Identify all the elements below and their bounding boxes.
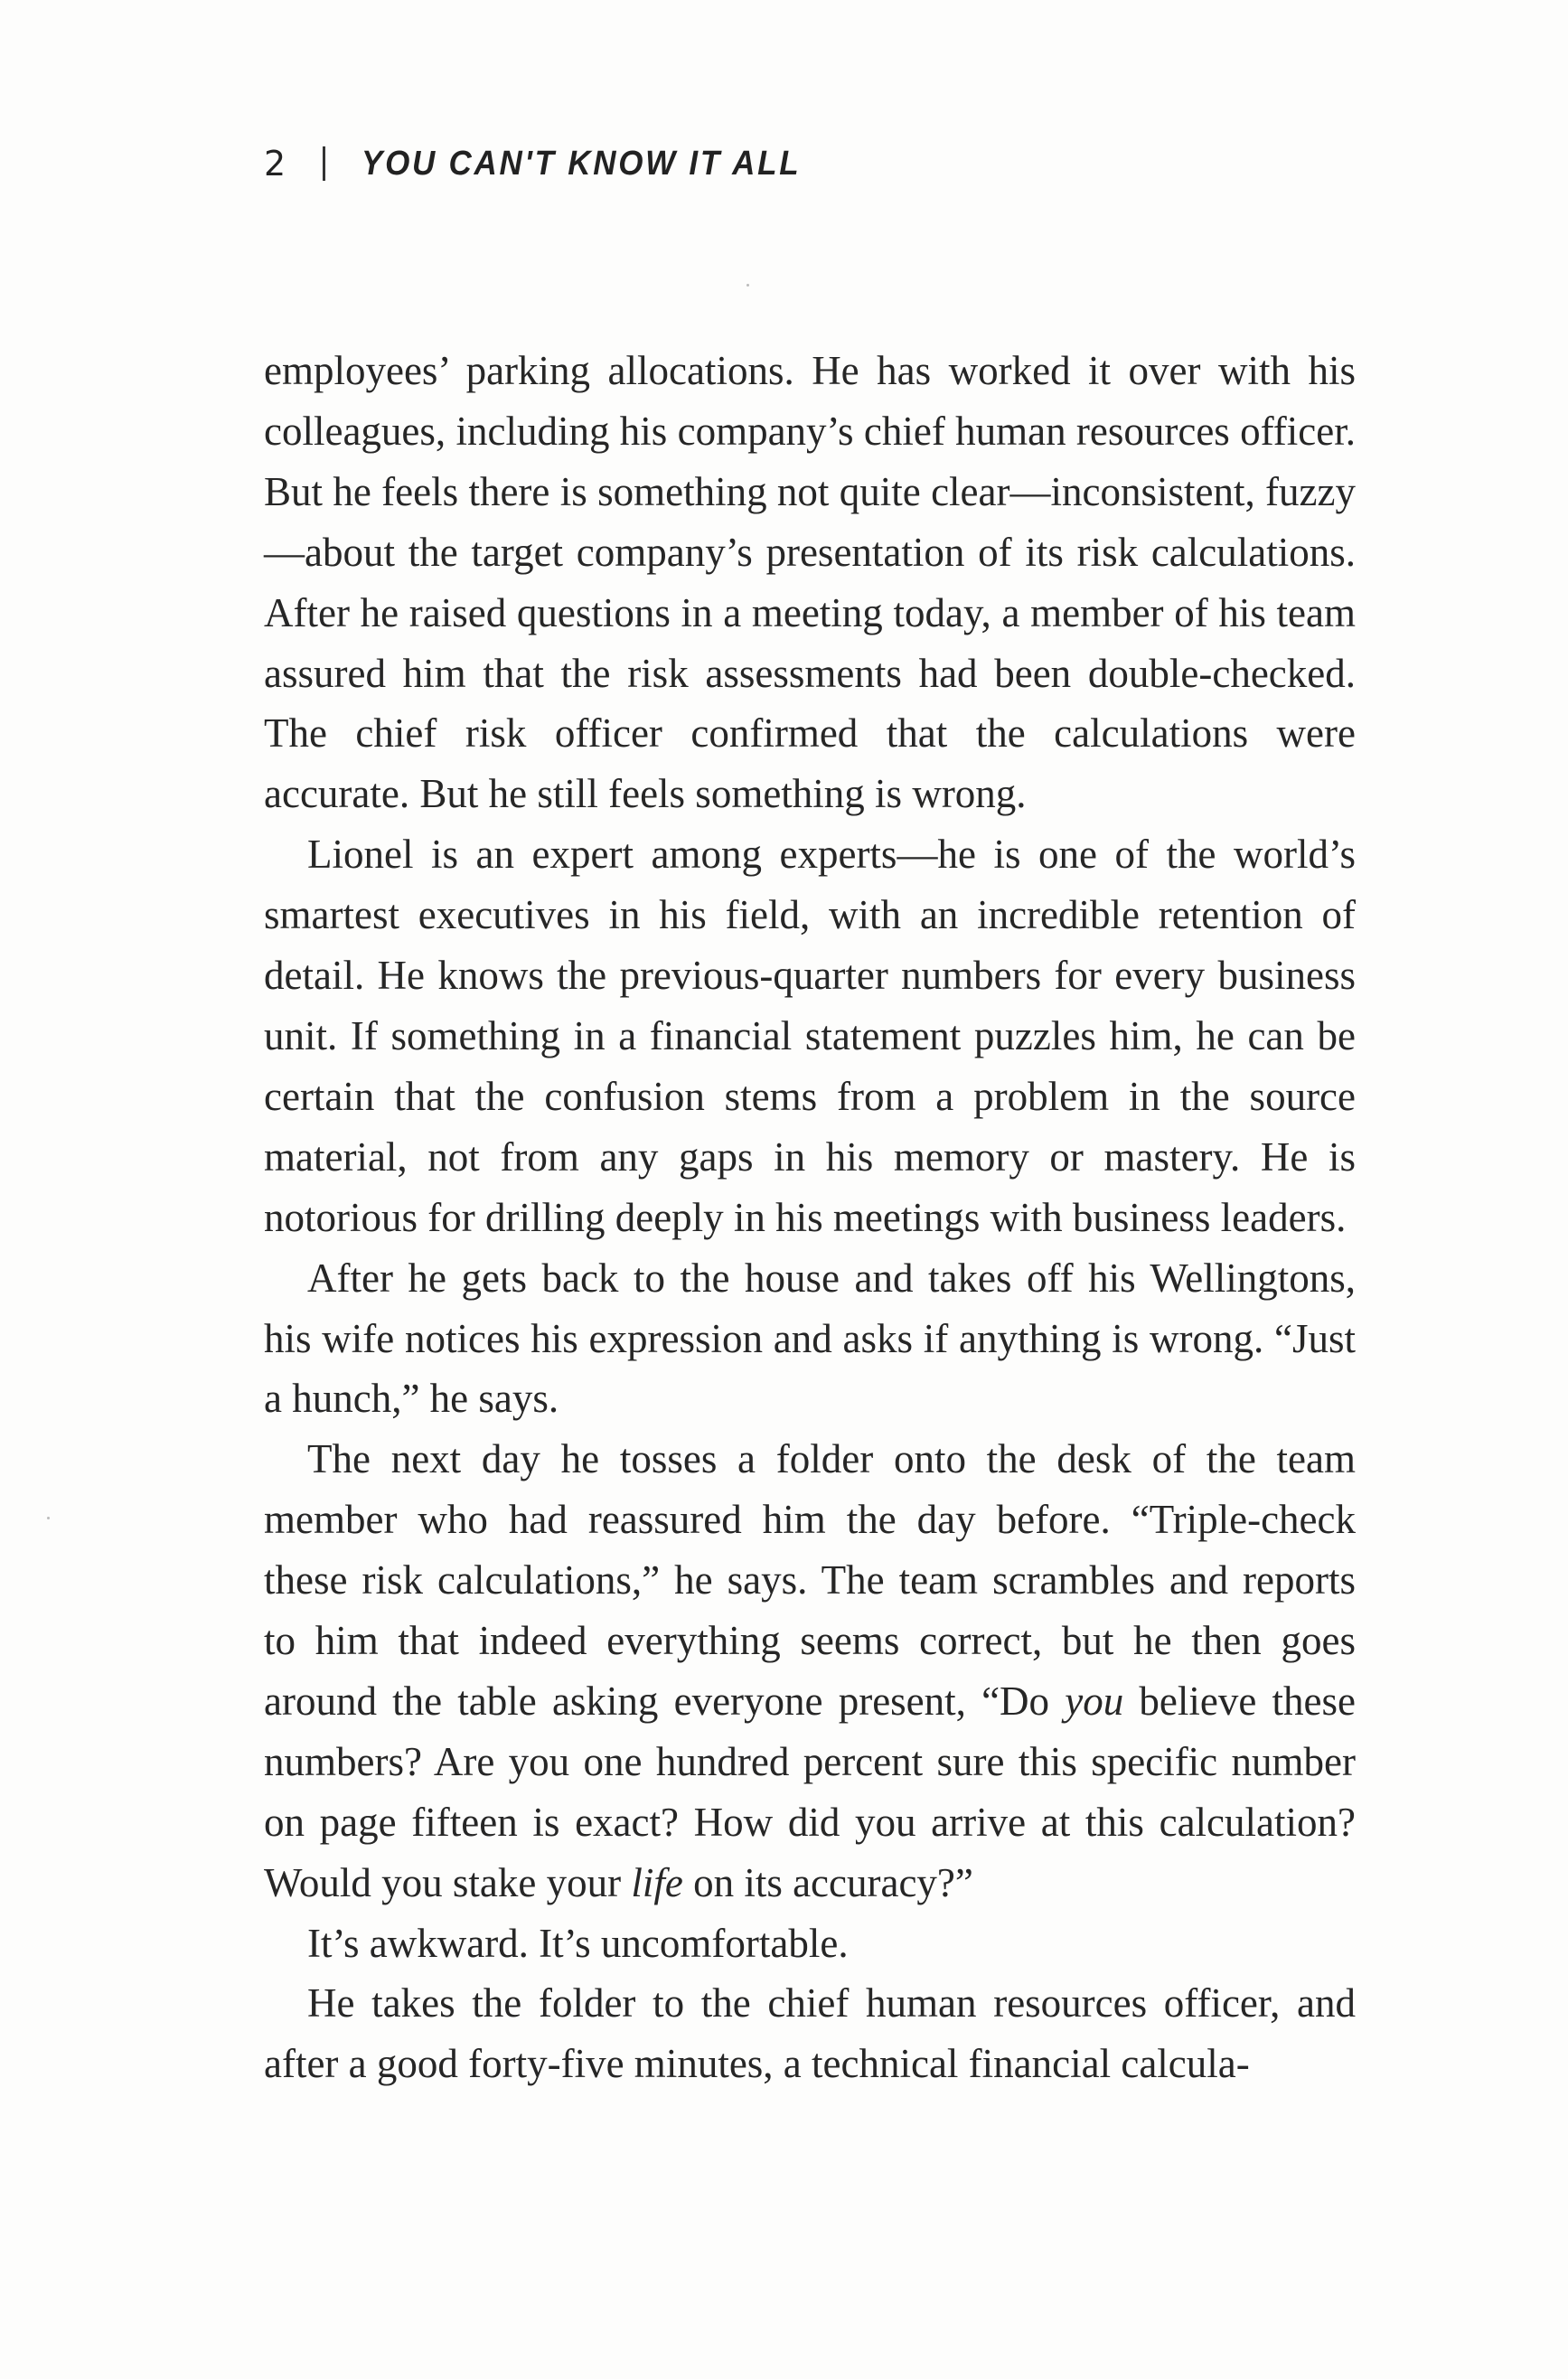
body-text	[264, 341, 1356, 2094]
paragraph	[264, 1248, 1356, 1430]
text-run: Lionel is an expert among experts—he is one of the world’s smartest executives in his field, with an incredible retention of detail. He knows the previous-quarter numbers for every business unit. If something in a financial statement puzzles him, he can be certain that the confusion stems from a problem in the source material, not from any gaps in his memory or mastery. He is notorious for drilling deeply in his meetings with business leaders.	[264, 832, 1356, 1240]
paragraph	[264, 824, 1356, 1247]
scan-speck	[47, 1517, 50, 1519]
text-run: He takes the folder to the chief human resources officer, and after a good forty-five minutes, a technical financial calcula-	[264, 1980, 1356, 2087]
book-title: YOU CAN'T KNOW IT ALL	[361, 144, 802, 183]
text-run: employees’ parking allocations. He has worked it over with his colleagues, including his company’s chief human resources officer. But he feels there is something not quite clear—inconsistent, fuzzy—about the target company’s presentation of its risk calculations. After he raised questions in a meeting today, a member of his team assured him that the risk assessments had been double-checked. The chief risk officer confirmed that the calculations were accurate. But he still feels something is wrong.	[264, 348, 1356, 817]
running-head	[264, 136, 840, 192]
text-run: After he gets back to the house and takes off his Wellingtons, his wife notices his expression and asks if anything is wrong. “Just a hunch,” he says.	[264, 1255, 1356, 1422]
paragraph	[264, 1973, 1356, 2094]
italic-emphasis: you	[1065, 1678, 1124, 1724]
text-run: on its accuracy?”	[682, 1859, 973, 1905]
text-run: It’s awkward. It’s uncomfortable.	[307, 1920, 849, 1966]
text-run: The next day he tosses a folder onto the desk of the team member who had reassured him the day before. “Triple-check these risk calculations,” he says. The team scrambles and reports to him that indeed everything seems correct, but he then goes around the table asking everyone present, “Do	[264, 1436, 1356, 1724]
scan-speck	[746, 284, 749, 287]
header-separator	[323, 146, 325, 181]
paragraph	[264, 1914, 1356, 1974]
paragraph	[264, 1429, 1356, 1913]
page-number: 2	[264, 144, 287, 183]
italic-emphasis: life	[631, 1859, 683, 1905]
paragraph	[264, 341, 1356, 824]
text-run: believe these numbers? Are you one hundred percent sure this specific number on page fifteen is exact? How did you arrive at this calculation? Would you stake your	[264, 1678, 1356, 1905]
